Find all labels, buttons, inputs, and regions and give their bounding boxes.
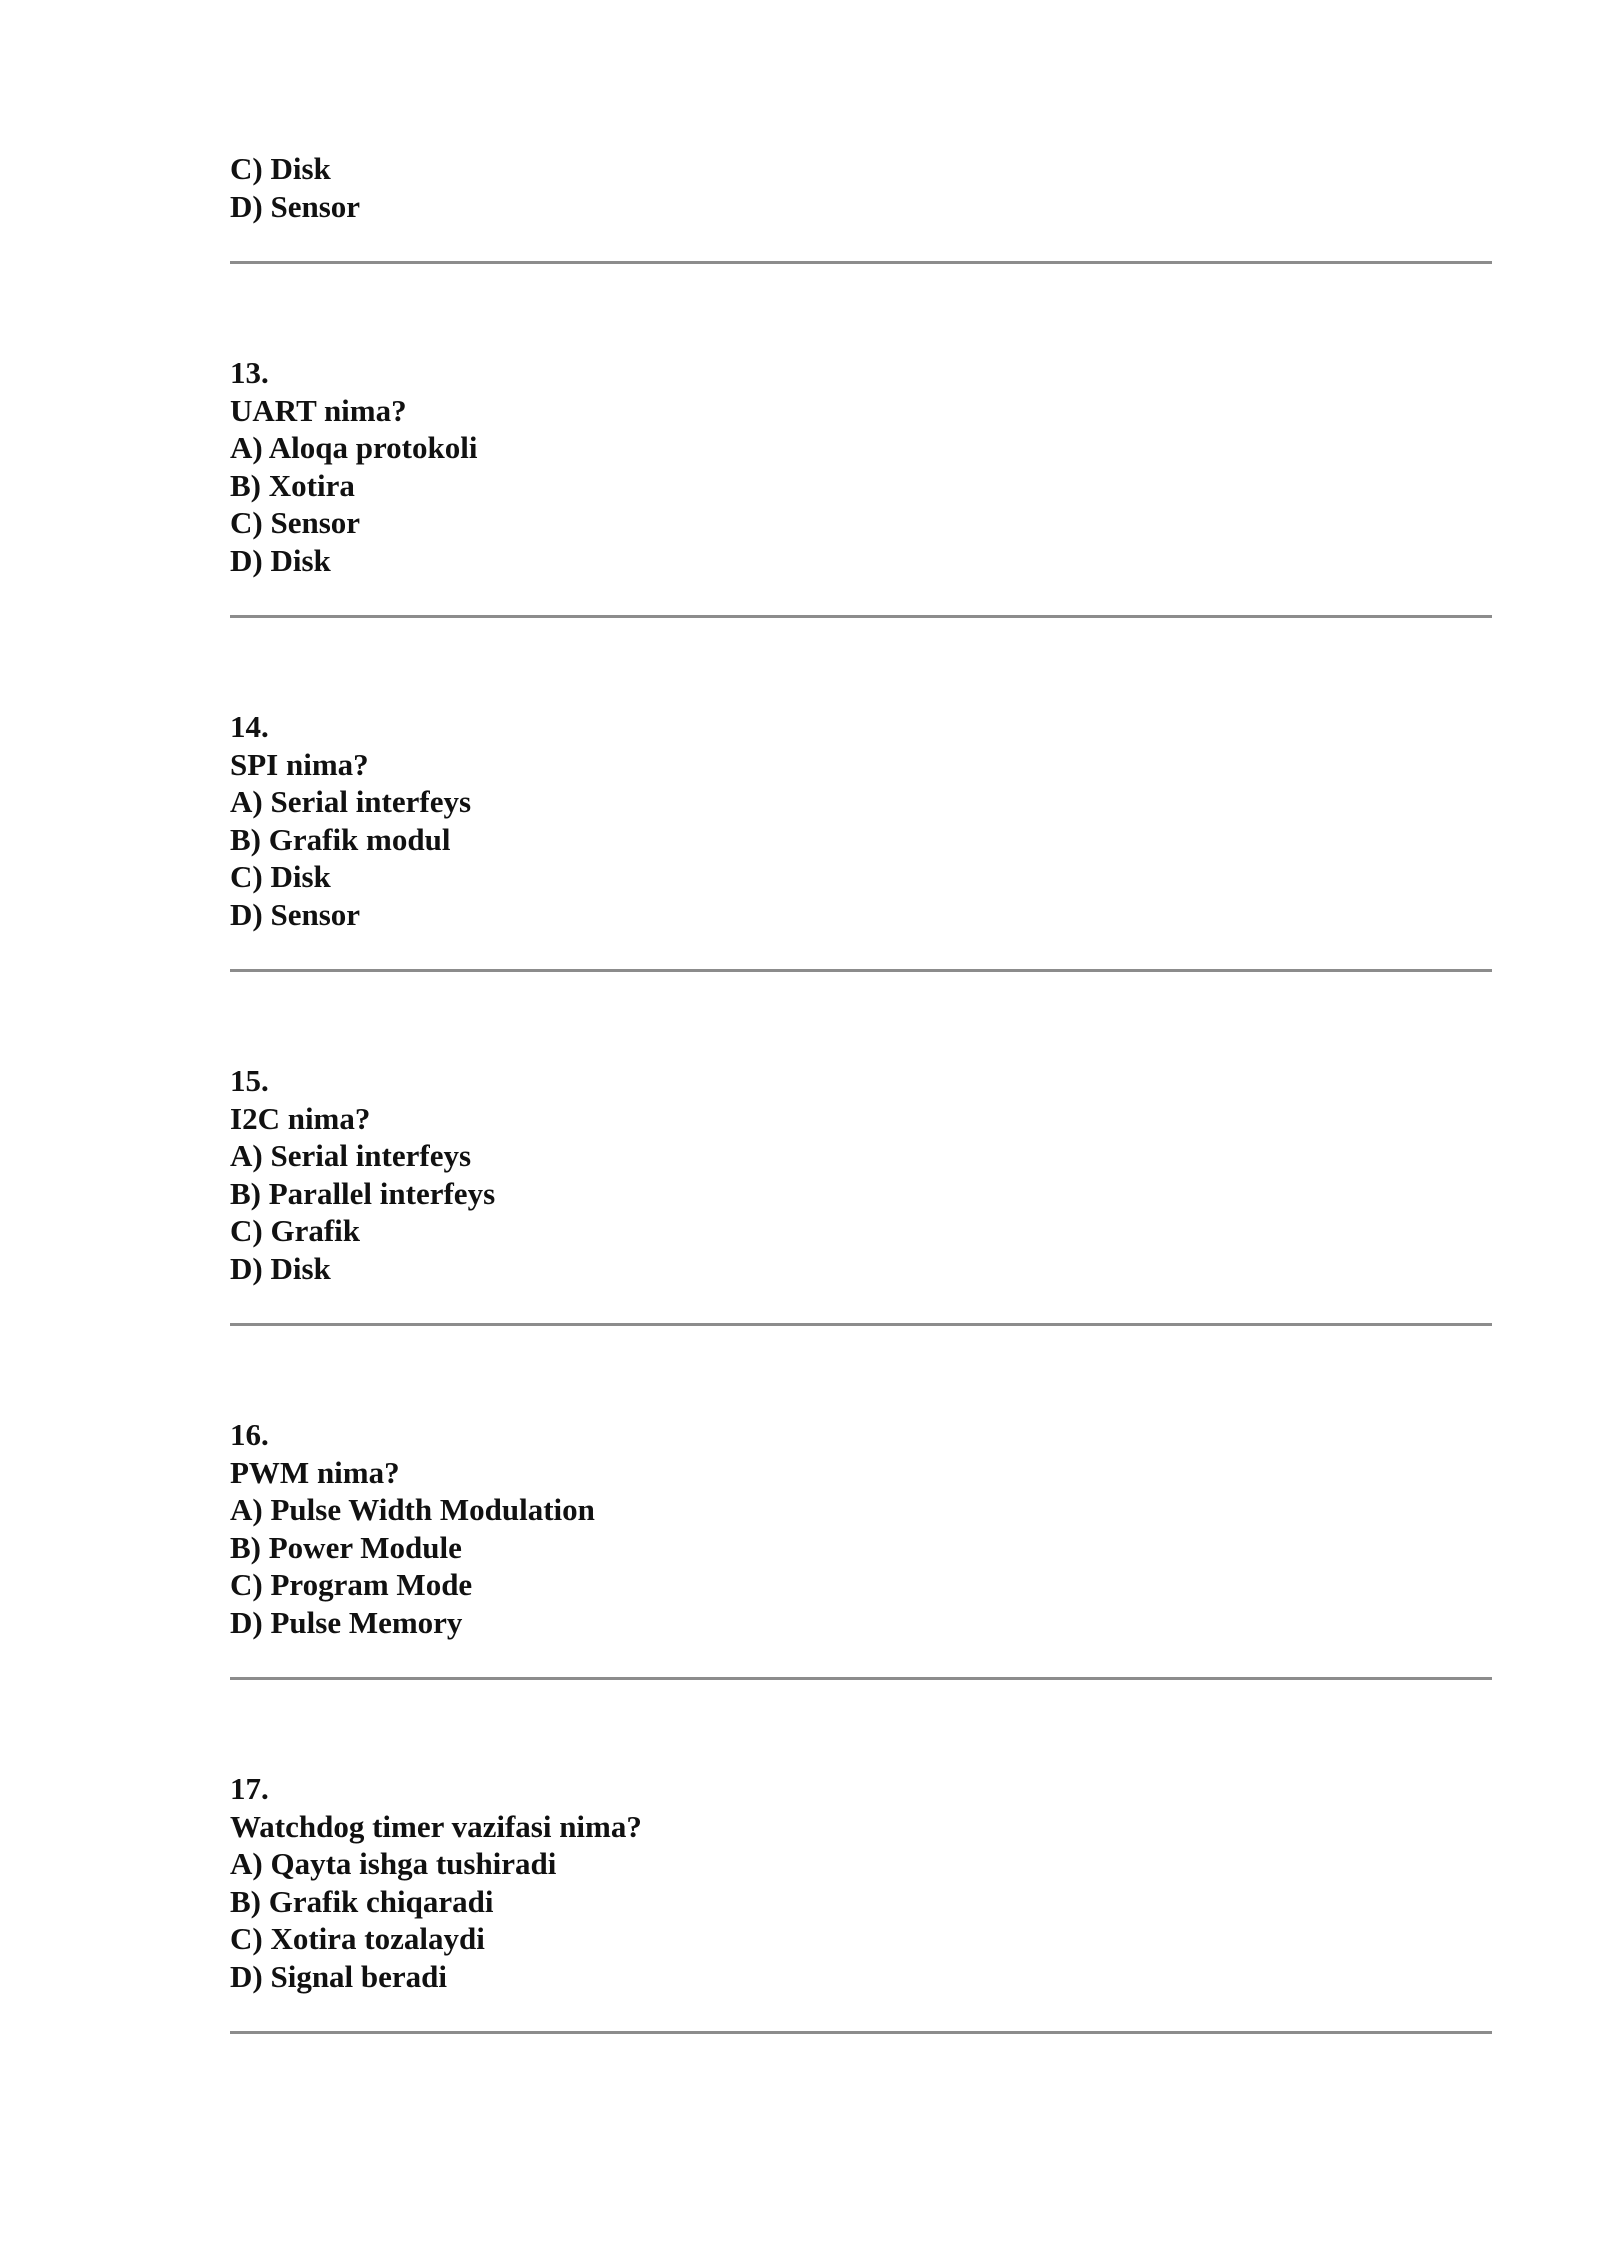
answer-option: A) Serial interfeys [230,784,472,819]
answer-option: B) Xotira [230,467,355,503]
question-text: Watchdog timer vazifasi nima? [230,1808,642,1844]
answer-option: D) Pulse Memory [230,1604,463,1640]
divider [230,2031,1492,2034]
answer-option: B) Grafik modul [230,821,451,857]
question-text: I2C nima? [230,1100,371,1136]
answer-option: C) Disk [230,859,331,894]
answer-option: D) Sensor [230,896,361,932]
question-text: UART nima? [230,392,407,428]
answer-option: B) Grafik chiqaradi [230,1883,494,1919]
quiz-content [230,150,1492,2034]
answer-option: C) Grafik [230,1213,361,1248]
answer-option: C) Program Mode [230,1567,473,1602]
question-17 [230,1680,1492,2034]
question-13 [230,264,1492,618]
answer-option: C) Xotira tozalaydi [230,1921,485,1956]
answer-option: A) Aloqa protokoli [230,430,478,465]
question-number: 17. [230,1771,269,1806]
question-14 [230,618,1492,972]
answer-option: B) Parallel interfeys [230,1175,496,1211]
question-number: 13. [230,355,269,390]
answer-option: D) Disk [230,1250,331,1286]
question-text: SPI nima? [230,746,369,782]
answer-option: D) Sensor [230,188,361,224]
question-text: PWM nima? [230,1454,400,1490]
question-number: 16. [230,1417,269,1452]
answer-option: C) Sensor [230,505,361,540]
question-15 [230,972,1492,1326]
answer-option: D) Signal beradi [230,1958,448,1994]
question-16 [230,1326,1492,1680]
answer-option: B) Power Module [230,1529,462,1565]
answer-option: A) Qayta ishga tushiradi [230,1846,557,1881]
answer-option: A) Pulse Width Modulation [230,1492,595,1527]
answer-option: D) Disk [230,542,331,578]
question-number: 15. [230,1063,269,1098]
answer-option: C) Disk [230,151,331,186]
question-number: 14. [230,709,269,744]
answer-option: A) Serial interfeys [230,1138,472,1173]
previous-question-tail [230,150,1492,264]
